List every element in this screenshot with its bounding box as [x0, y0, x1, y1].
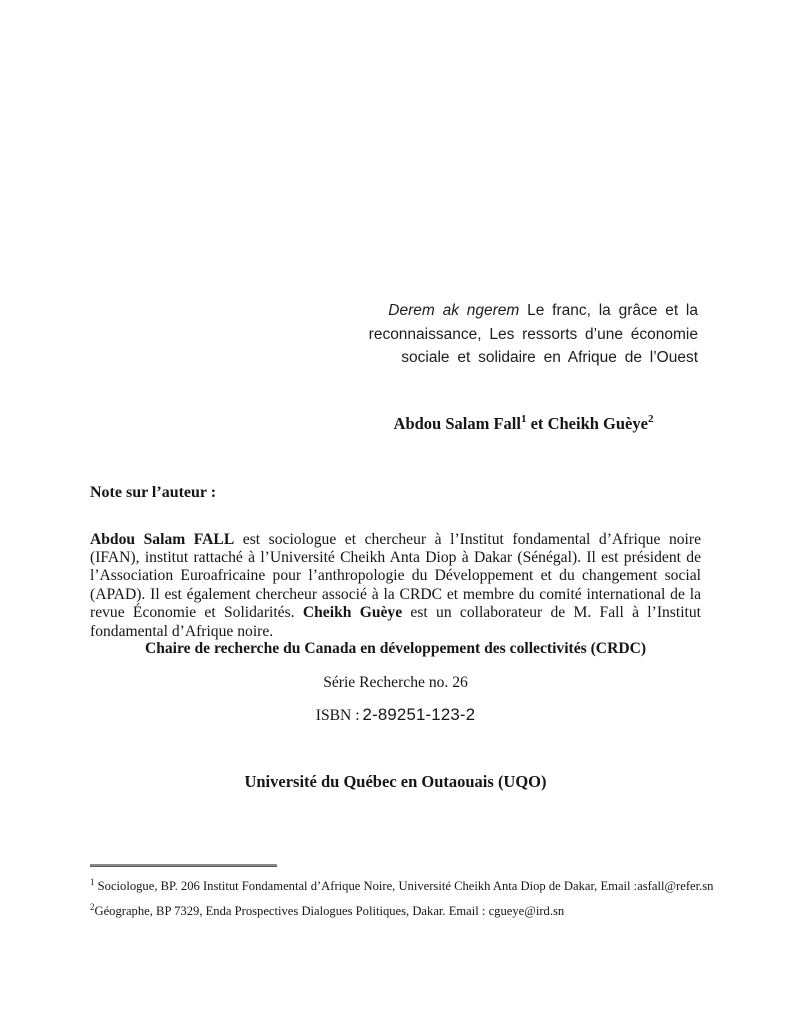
- isbn-value: 2-89251-123-2: [362, 705, 476, 724]
- series-number-line: Série Recherche no. 26: [323, 674, 468, 691]
- author-2-footnote-ref: 2: [647, 413, 654, 425]
- footnote-1: [90, 879, 715, 895]
- title-line-1: [369, 299, 698, 323]
- author-note-heading: Note sur l’auteur :: [90, 484, 217, 501]
- title-line-1-rest: Le franc, la grâce et la: [527, 302, 698, 319]
- title-line-2: reconnaissance, Les ressorts d’une économie: [368, 325, 698, 343]
- research-chair-line: Chaire de recherche du Canada en développement des collectivités (CRDC): [144, 640, 647, 657]
- bio-text-part-1: est sociologue et chercheur à l’Institut fondamental d’Afrique noire (IFAN), institut rattaché à l’Université Cheikh Anta Diop à Dakar (Sénégal). Il est président de l’Association Euroafricaine pour l’anthropologie du Développement et du changement social (APAD). Il est également chercheur associé à la CRDC et membre du comité international de la revue Économie et Solidarités.: [90, 530, 701, 622]
- author-1-name: Abdou Salam Fall: [393, 414, 521, 433]
- bio-text-part-2: est un collaborateur de M. Fall à l’Institut fondamental d’Afrique noire.: [90, 604, 702, 640]
- author-1-footnote-ref: 1: [520, 413, 527, 425]
- author-bio-paragraph: [90, 531, 701, 641]
- footnote-2: [90, 904, 715, 920]
- title-wolof-phrase: Derem ak ngerem: [388, 302, 520, 319]
- author-2-name: Cheikh Guèye: [547, 414, 648, 433]
- publication-title: [369, 299, 698, 370]
- byline: [0, 414, 791, 434]
- footnote-2-marker: 2: [90, 902, 95, 912]
- byline-connector: et: [526, 414, 548, 433]
- footnote-separator-rule: [90, 864, 277, 867]
- title-line-3: sociale et solidaire en Afrique de l’Ouest: [401, 349, 698, 367]
- isbn-line: [90, 705, 701, 725]
- bio-author-1-bold: Abdou Salam FALL: [90, 530, 235, 548]
- bio-author-2-bold: Cheikh Guèye: [302, 604, 403, 622]
- university-line: Université du Québec en Outaouais (UQO): [244, 772, 547, 791]
- footnote-1-marker: 1: [90, 877, 95, 887]
- footnote-2-text: Géographe, BP 7329, Enda Prospectives Dialogues Politiques, Dakar. Email : cgueye@ird.sn: [94, 904, 565, 918]
- isbn-label: ISBN :: [315, 707, 360, 724]
- footnote-1-text: Sociologue, BP. 206 Institut Fondamental d’Afrique Noire, Université Cheikh Anta Diop de Dakar, Email :asfall@refer.sn: [94, 879, 714, 893]
